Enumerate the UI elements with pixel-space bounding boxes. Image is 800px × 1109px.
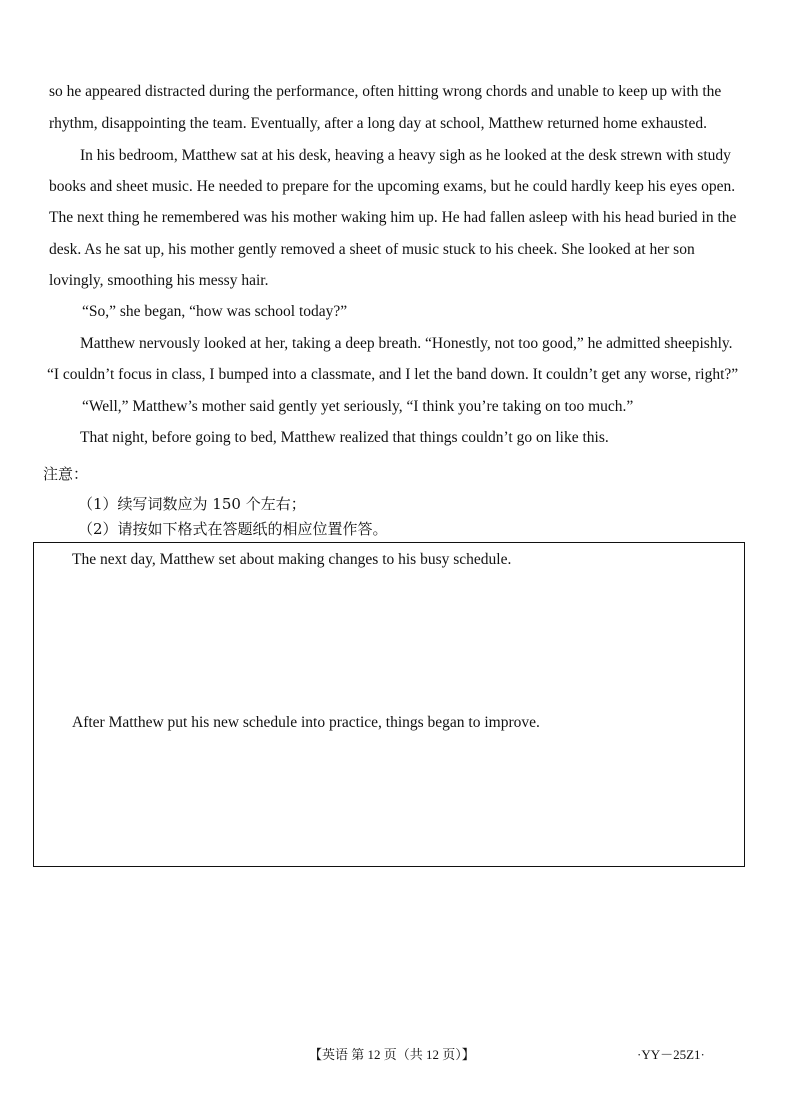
answer-box[interactable]	[33, 542, 745, 867]
passage-line: The next thing he remembered was his mother waking him up. He had fallen asleep with his head buried in the	[49, 209, 737, 226]
notes-heading: 注意：	[43, 465, 89, 483]
passage-line: lovingly, smoothing his messy hair.	[49, 272, 269, 289]
passage-line: That night, before going to bed, Matthew realized that things couldn’t go on like this.	[80, 429, 609, 446]
document-code: ·YY－25Z1·	[637, 1047, 705, 1062]
passage-line: rhythm, disappointing the team. Eventually, after a long day at school, Matthew returned home exhausted.	[49, 115, 707, 132]
answer-prompt-1: The next day, Matthew set about making changes to his busy schedule.	[72, 551, 512, 568]
passage-line: so he appeared distracted during the performance, often hitting wrong chords and unable to keep up with the	[49, 83, 722, 100]
passage-line: “Well,” Matthew’s mother said gently yet seriously, “I think you’re taking on too much.”	[82, 398, 634, 415]
passage-line: books and sheet music. He needed to prepare for the upcoming exams, but he could hardly keep his eyes open.	[49, 178, 736, 195]
passage-line: “So,” she began, “how was school today?”	[82, 303, 348, 320]
answer-prompt-2: After Matthew put his new schedule into practice, things began to improve.	[72, 714, 540, 731]
notes-item: （1）续写词数应为 150 个左右；	[78, 495, 306, 513]
page-number: 【英语 第 12 页（共 12 页）】	[309, 1047, 475, 1062]
notes-item: （2）请按如下格式在答题纸的相应位置作答。	[78, 520, 388, 538]
passage-line: “I couldn’t focus in class, I bumped into a classmate, and I let the band down. It couldn’t get any worse, right?”	[47, 366, 739, 383]
passage-line: Matthew nervously looked at her, taking a deep breath. “Honestly, not too good,” he admitted sheepishly.	[80, 335, 733, 352]
passage-line: desk. As he sat up, his mother gently removed a sheet of music stuck to his cheek. She looked at her son	[49, 241, 695, 258]
passage-line: In his bedroom, Matthew sat at his desk, heaving a heavy sigh as he looked at the desk strewn with study	[80, 147, 731, 164]
